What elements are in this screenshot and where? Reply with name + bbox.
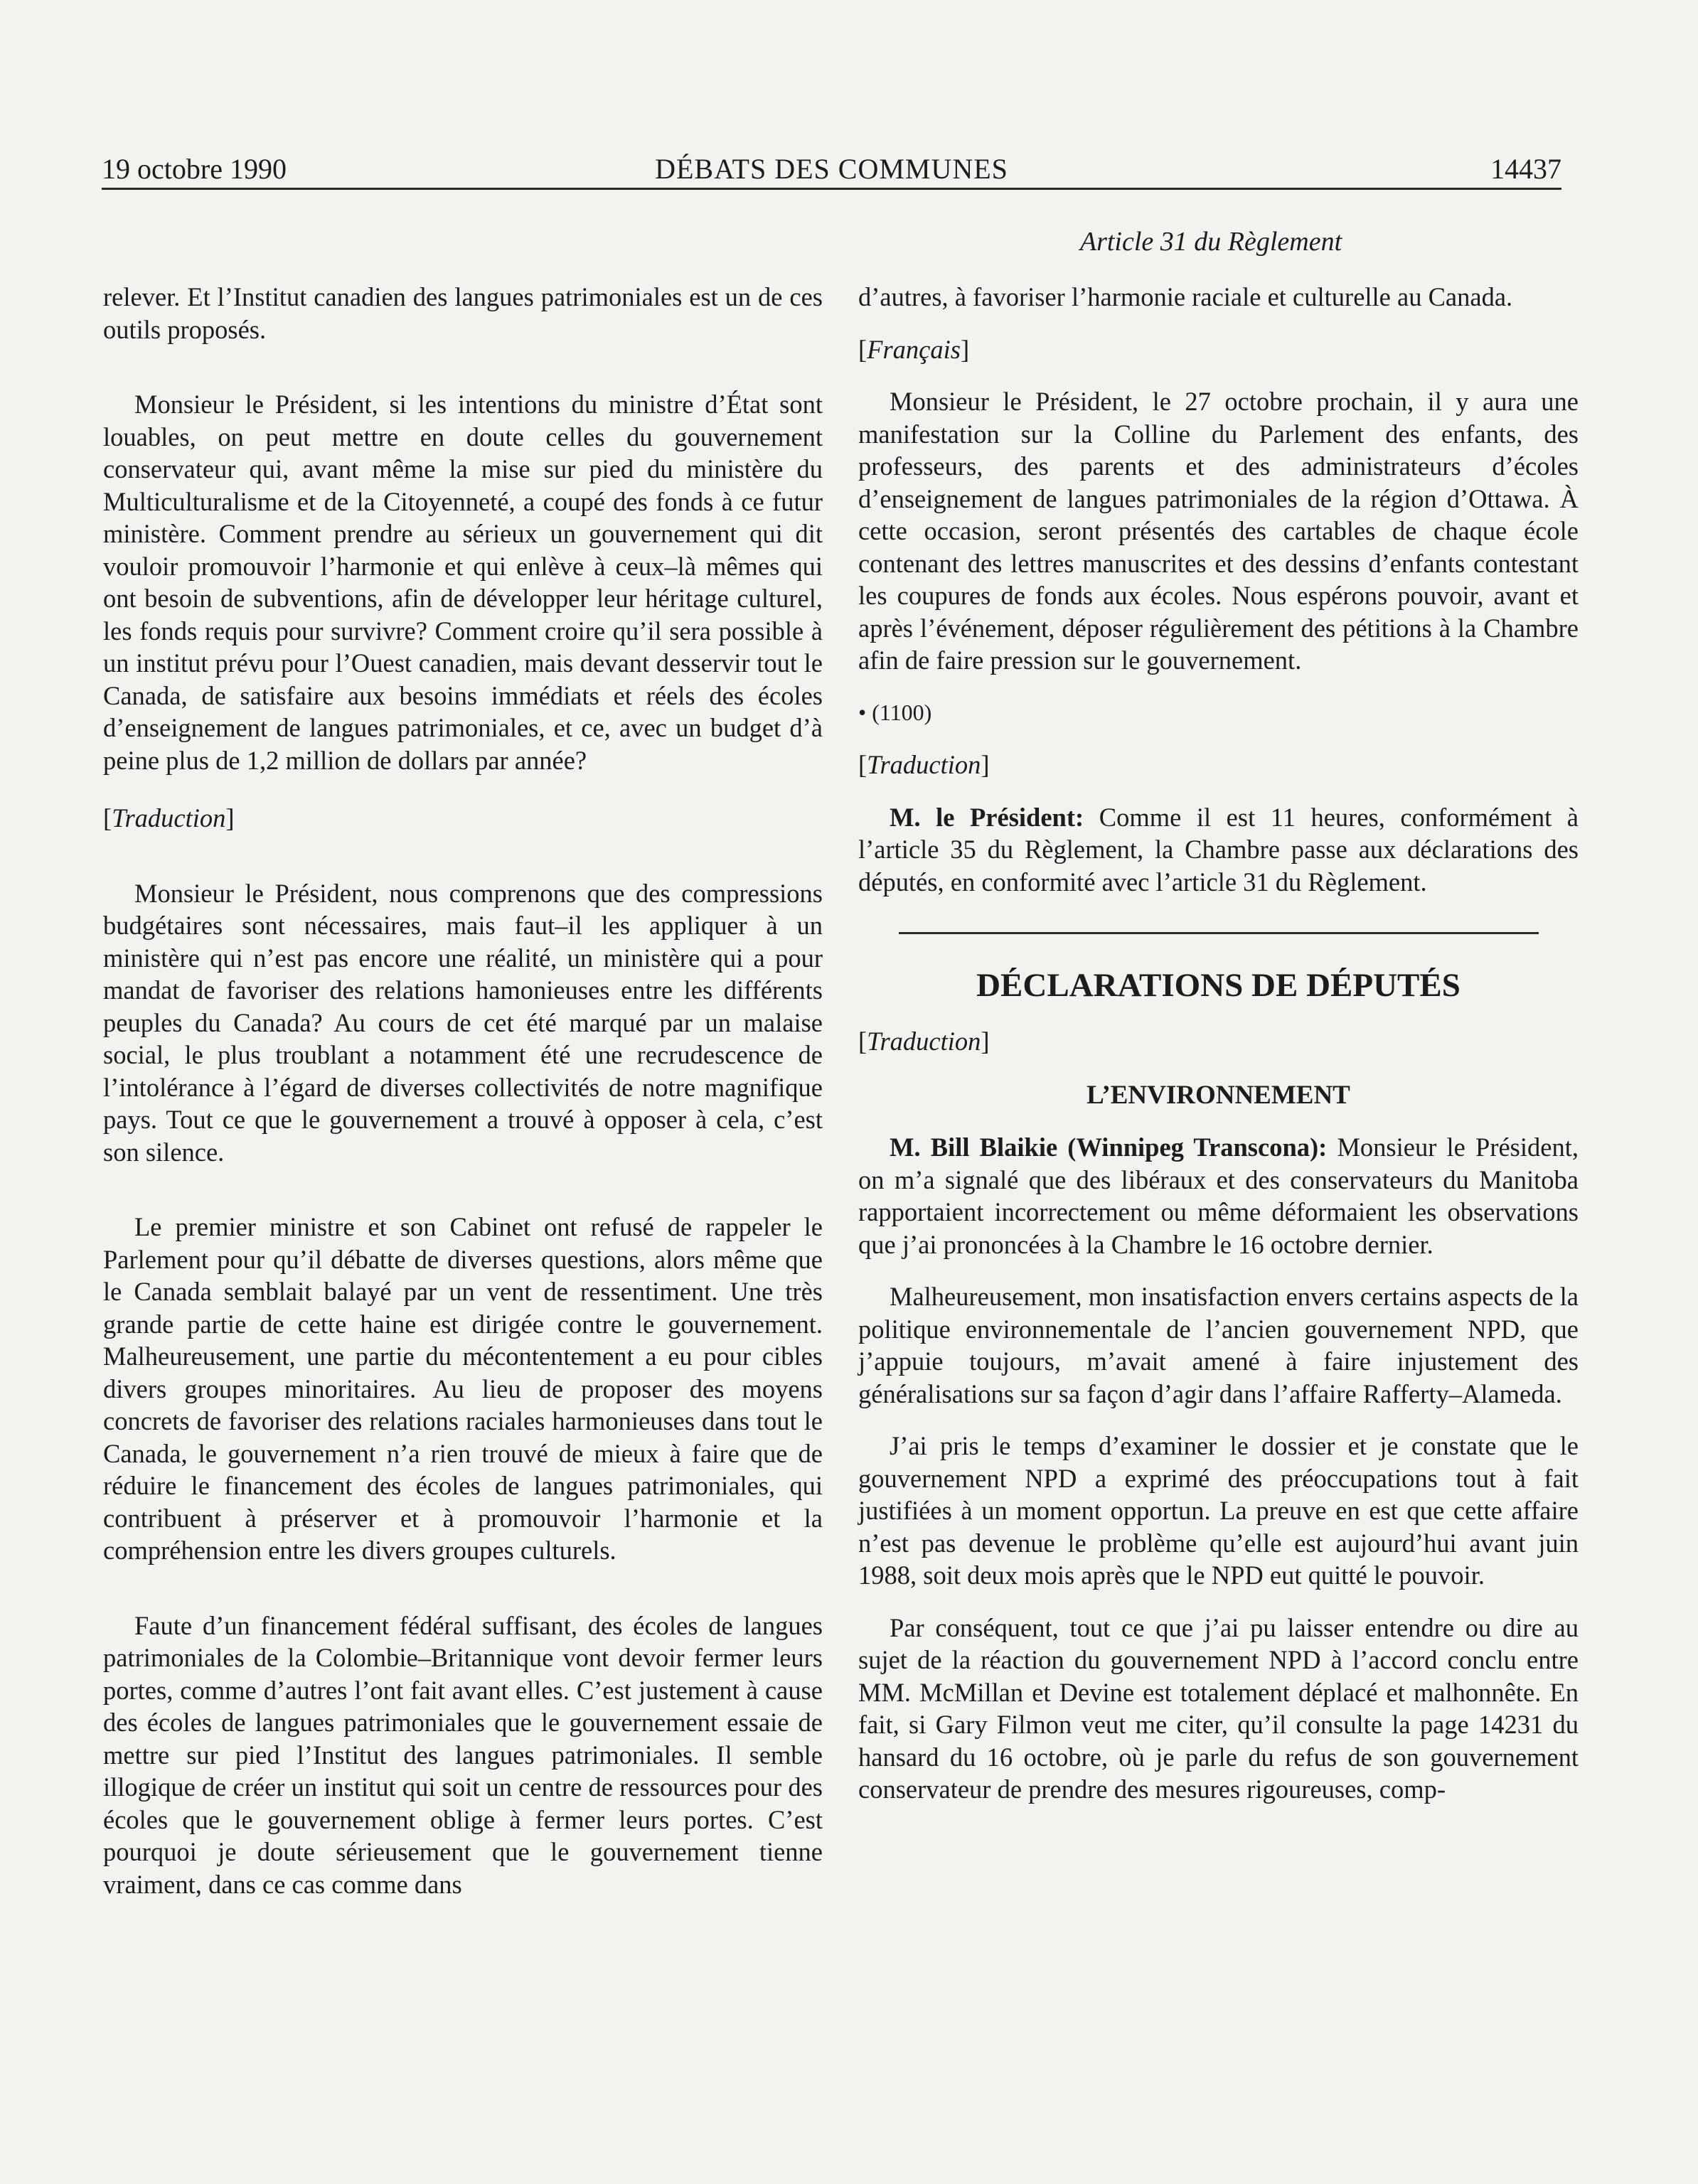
- language-tag: [Traduction]: [858, 750, 990, 779]
- language-tag-text: Traduction: [112, 803, 226, 833]
- paragraph: Par conséquent, tout ce que j’ai pu laisser entendre ou dire au sujet de la réaction du gouvernement NPD à l’accord conclu entre MM. McMillan et Devine est totalement déplacé et malhonnête. En fait, si Gary Filmon veut me citer, qu’il consulte la page 14231 du hansard du 16 octobre, où je parle du refus de son gouvernement conservateur de prendre des mesures rigoureuses, comp-: [858, 1612, 1579, 1804]
- paragraph: [858, 801, 1579, 899]
- paragraph: relever. Et l’Institut canadien des langues patrimoniales est un de ces outils proposés.: [103, 282, 823, 344]
- section-divider: [899, 932, 1539, 934]
- speech-text: Monsieur le Président, on m’a signalé que des libéraux et des conservateurs du Manitoba rapportaient incorrectement ou même déformaient les observations que j’ai prononcées à la Chambre le 16 octobre dernier.: [858, 1133, 1579, 1259]
- speaker-name: M. Bill Blaikie (Winnipeg Transcona):: [890, 1133, 1328, 1162]
- paragraph: Le premier ministre et son Cabinet ont refusé de rappeler le Parlement pour qu’il débatte de diverses questions, alors même que le Canada semblait balayé par un vent de ressentiment. Une très grande partie de cette haine est dirigée contre le gouvernement. Malheureusement, une partie du mécontentement a eu pour cibles divers groupes minoritaires. Au lieu de proposer des moyens concrets de favoriser des relations raciales harmonieuses dans tout le Canada, le gouvernement n’a rien trouvé de mieux à faire que de réduire le financement des écoles de langues patrimoniales, qui contribuent à préserver et à promouvoir l’harmonie et la compréhension entre les divers groupes culturels.: [103, 1212, 823, 1565]
- language-tag: [Traduction]: [858, 1027, 990, 1056]
- speaker-name: M. le Président:: [890, 802, 1084, 832]
- language-tag: [Traduction]: [103, 803, 235, 833]
- paragraph: Monsieur le Président, le 27 octobre prochain, il y aura une manifestation sur la Colline du Parlement des enfants, des professeurs, des parents et des administrateurs d’écoles d’enseignement de langues patrimoniales de la région d’Ottawa. À cette occasion, seront présentés des cartables de chaque école contenant des lettres manuscrites et des dessins d’enfants contestant les coupures de fonds aux écoles. Nous espérons pouvoir, avant et après l’événement, déposer régulièrement des pétitions à la Chambre afin de faire pression sur le gouvernement.: [858, 387, 1579, 675]
- language-tag-text: Traduction: [867, 1027, 981, 1056]
- language-tag-text: Traduction: [867, 750, 981, 779]
- header-date: 19 octobre 1990: [102, 153, 287, 185]
- paragraph: Monsieur le Président, si les intentions du ministre d’État sont louables, on peut mettre en doute celles du gouvernement conservateur qui, avant même la mise sur pied du ministère du Multiculturalisme et de la Citoyenneté, a coupé des fonds à ce futur ministère. Comment prendre au sérieux un gouvernement qui dit vouloir promouvoir l’harmonie et qui enlève à ceux–là mêmes qui ont besoin de subventions, afin de développer leur héritage culturel, les fonds requis pour survivre? Comment croire qu’il sera possible à un institut prévu pour l’Ouest canadien, mais devant desservir tout le Canada, de satisfaire aux besoins immédiats et réels des écoles d’enseignement de langues patrimoniales, et ce, avec un budget d’à peine plus de 1,2 million de dollars par année?: [103, 390, 823, 775]
- paragraph: J’ai pris le temps d’examiner le dossier et je constate que le gouvernement NPD a exprimé des préoccupations tout à fait justifiées à un moment opportun. La preuve en est que cette affaire n’est pas devenue le problème qu’elle est aujourd’hui avant juin 1988, soit deux mois après que le NPD eut quitté le pouvoir.: [858, 1431, 1579, 1590]
- subheading: L’ENVIRONNEMENT: [1086, 1080, 1350, 1110]
- left-column: [103, 281, 823, 1900]
- speech-text: Comme il est 11 heures, conformément à l’article 35 du Règlement, la Chambre passe aux déclarations des députés, en conformité avec l’article 31 du Règlement.: [858, 802, 1579, 896]
- language-tag: [Français]: [858, 334, 970, 364]
- section-title: DÉCLARATIONS DE DÉPUTÉS: [976, 967, 1461, 1004]
- paragraph: d’autres, à favoriser l’harmonie raciale et culturelle au Canada.: [858, 282, 1513, 311]
- header-title: DÉBATS DES COMMUNES: [655, 153, 1008, 185]
- paragraph: Monsieur le Président, nous comprenons que des compressions budgétaires sont nécessaires, mais faut–il les appliquer à un ministère qui n’est pas encore une réalité, un ministère qui a pour mandat de favoriser des relations hamonieuses entre les différents peuples du Canada? Au cours de cet été marqué par un malaise social, le plus troublant a notamment été une recrudescence de l’intolérance à l’égard de diverses collectivités de notre magnifique pays. Tout ce que le gouvernement a trouvé à opposer à cela, c’est son silence.: [103, 878, 823, 1167]
- page-header: [102, 146, 1561, 190]
- time-marker: • (1100): [858, 699, 932, 725]
- paragraph: [858, 1131, 1579, 1260]
- right-column: [858, 281, 1579, 1806]
- rubric: Article 31 du Règlement: [1079, 227, 1342, 257]
- language-tag-text: Français: [867, 334, 961, 364]
- paragraph: Faute d’un financement fédéral suffisant, des écoles de langues patrimoniales de la Colombie–Britannique vont devoir fermer leurs portes, comme d’autres l’ont fait avant elles. C’est justement à cause des écoles de langues patrimoniales que le gouvernement essaie de mettre sur pied l’Institut des langues patrimoniales. Il semble illogique de créer un institut qui soit un centre de ressources pour des écoles que le gouvernement oblige à fermer leurs portes. C’est pourquoi je doute sérieusement que le gouvernement tienne vraiment, dans ce cas comme dans: [103, 1610, 823, 1899]
- paragraph: Malheureusement, mon insatisfaction envers certains aspects de la politique environnementale de l’ancien gouvernement NPD, que j’appuie toujours, m’avait amené à faire injustement des généralisations sur sa façon d’agir dans l’affaire Rafferty–Alameda.: [858, 1282, 1579, 1408]
- header-page-number: 14437: [1490, 153, 1561, 185]
